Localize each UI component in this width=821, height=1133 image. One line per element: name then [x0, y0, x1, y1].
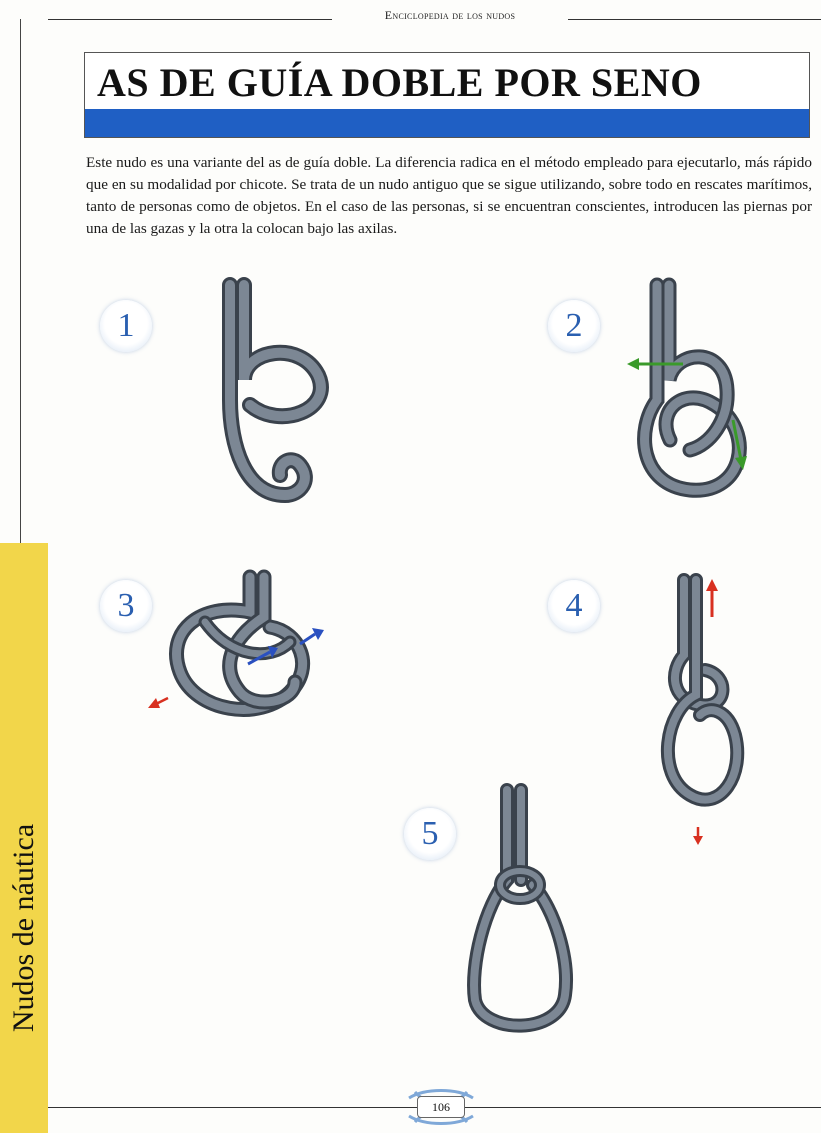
- step-badge-3: 3: [100, 580, 152, 632]
- page-number: 106: [417, 1096, 465, 1118]
- running-header: Enciclopedia de los nudos: [384, 8, 516, 22]
- arrow-red-left-icon: [148, 698, 168, 708]
- arrow-blue-upright-icon: [300, 628, 324, 644]
- step-4-illustration: [650, 575, 760, 855]
- step-1-illustration: [200, 280, 340, 520]
- arrow-red-up-icon: [706, 579, 718, 617]
- page-title: AS DE GUÍA DOBLE POR SENO: [97, 60, 702, 105]
- title-box: [84, 52, 810, 138]
- side-tab: [0, 543, 48, 1133]
- step-badge-5: 5: [404, 808, 456, 860]
- step-2-illustration: [615, 280, 765, 510]
- side-tab-label: Nudos de náutica: [7, 823, 40, 1033]
- header-rule-left: [48, 19, 332, 20]
- step-3-illustration: [140, 572, 340, 742]
- step-5-illustration: [465, 785, 585, 1045]
- step-badge-2: 2: [548, 300, 600, 352]
- step-badge-1: 1: [100, 300, 152, 352]
- header-rule-right: [568, 19, 821, 20]
- frame-line: [20, 19, 21, 544]
- step-badge-4: 4: [548, 580, 600, 632]
- title-band: [85, 109, 809, 137]
- intro-paragraph: Este nudo es una variante del as de guía doble. La diferencia radica en el método empleado para ejecutarlo, más rápido que en su modalidad por chicote. Se trata de un nudo antiguo que se sigue utilizando, sobre todo en rescates marítimos, tanto de personas como de objetos. En el caso de las personas, si se encuentran conscientes, introducen las piernas por una de las gazas y la otra la colocan bajo las axilas.: [86, 154, 812, 237]
- arrow-red-down-icon: [693, 827, 703, 845]
